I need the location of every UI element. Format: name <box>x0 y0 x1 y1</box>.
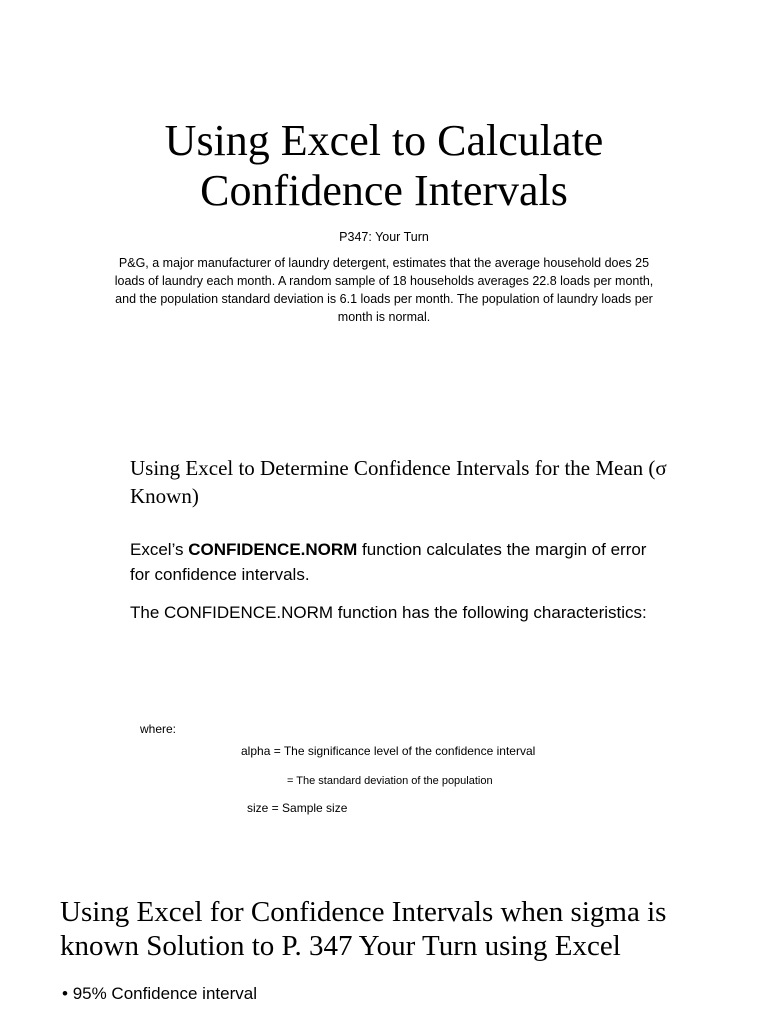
slide1-title-line2: Confidence Intervals <box>200 166 568 215</box>
size-definition: size = Sample size <box>247 801 348 815</box>
bullet-item <box>62 984 257 1004</box>
bullet-marker: • <box>62 984 68 1003</box>
slide2-title: Using Excel to Determine Confidence Intervals for the Mean (σ Known) <box>130 456 667 508</box>
bullet-text: 95% Confidence interval <box>72 984 257 1003</box>
function-name: CONFIDENCE.NORM <box>188 540 358 559</box>
slide1-problem-text: P&G, a major manufacturer of laundry detergent, estimates that the average household does 25 loads of laundry each month. A random sample of 18 households averages 22.8 loads per month, and the population standard deviation is 6.1 loads per month. The population of laundry loads per month is normal. <box>114 256 654 324</box>
slide1-subtitle: P347: Your Turn <box>339 230 429 244</box>
slide1-title-line1: Using Excel to Calculate <box>164 116 604 165</box>
para1-suffix: function calculates the margin of error for confidence intervals. <box>130 540 647 584</box>
slide2-paragraph-function <box>130 537 650 587</box>
slide2-paragraph-characteristics: The CONFIDENCE.NORM function has the following characteristics: <box>130 603 647 622</box>
where-label: where: <box>140 722 177 736</box>
sigma-definition: = The standard deviation of the population <box>287 775 493 787</box>
alpha-definition: alpha = The significance level of the confidence interval <box>241 744 536 758</box>
para1-prefix: Excel’s <box>130 540 189 559</box>
slide3-title: Using Excel for Confidence Intervals when sigma is known Solution to P. 347 Your Turn using Excel <box>60 896 667 962</box>
slide1-title <box>60 116 708 216</box>
